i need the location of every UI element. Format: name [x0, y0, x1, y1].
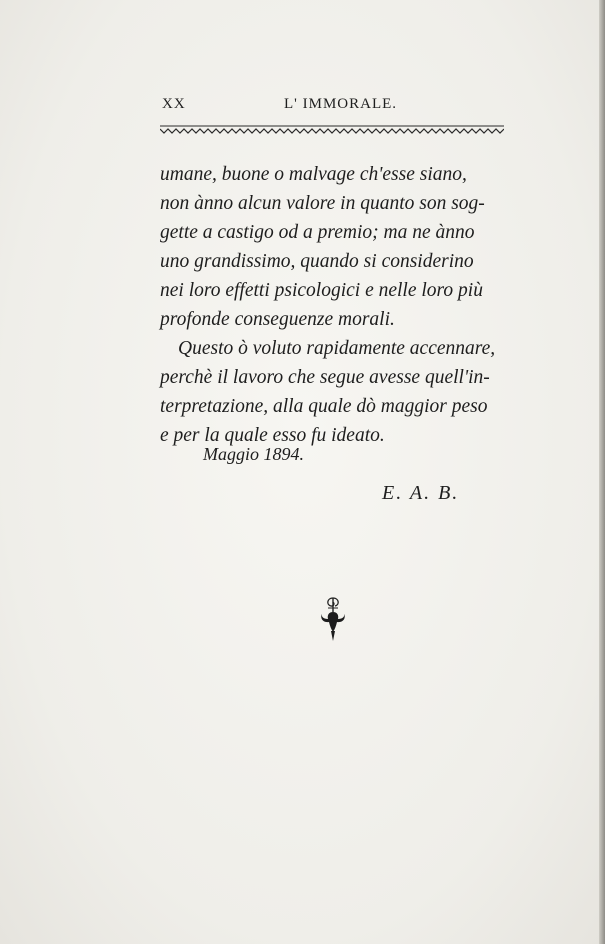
- signature: E. A. B.: [382, 482, 460, 504]
- text-line: umane, buone o malvage ch'esse siano,: [160, 164, 467, 185]
- dateline: Maggio 1894.: [203, 444, 304, 464]
- text-line: perchè il lavoro che segue avesse quell'in-: [160, 367, 490, 388]
- running-title: L' IMMORALE.: [284, 96, 398, 112]
- text-line: nei loro effetti psicologici e nelle loro più: [160, 280, 483, 301]
- text-line: profonde conseguenze morali.: [160, 309, 395, 330]
- page-number: XX: [162, 96, 186, 112]
- text-line: non ànno alcun valore in quanto son sog-: [160, 193, 485, 214]
- fleuron-ornament-icon: [318, 596, 348, 642]
- text-line: terpretazione, alla quale dò maggior peso: [160, 396, 488, 417]
- text-line: Questo ò voluto rapidamente accennare,: [178, 338, 496, 359]
- text-line: e per la quale esso fu ideato.: [160, 425, 385, 446]
- body-text: [160, 160, 516, 450]
- text-line: uno grandissimo, quando si considerino: [160, 251, 474, 272]
- text-line: gette a castigo od a premio; ma ne ànno: [160, 222, 475, 243]
- running-head: [162, 96, 502, 116]
- ornamental-rule-icon: [160, 124, 504, 134]
- page-edge-shadow: [599, 0, 605, 944]
